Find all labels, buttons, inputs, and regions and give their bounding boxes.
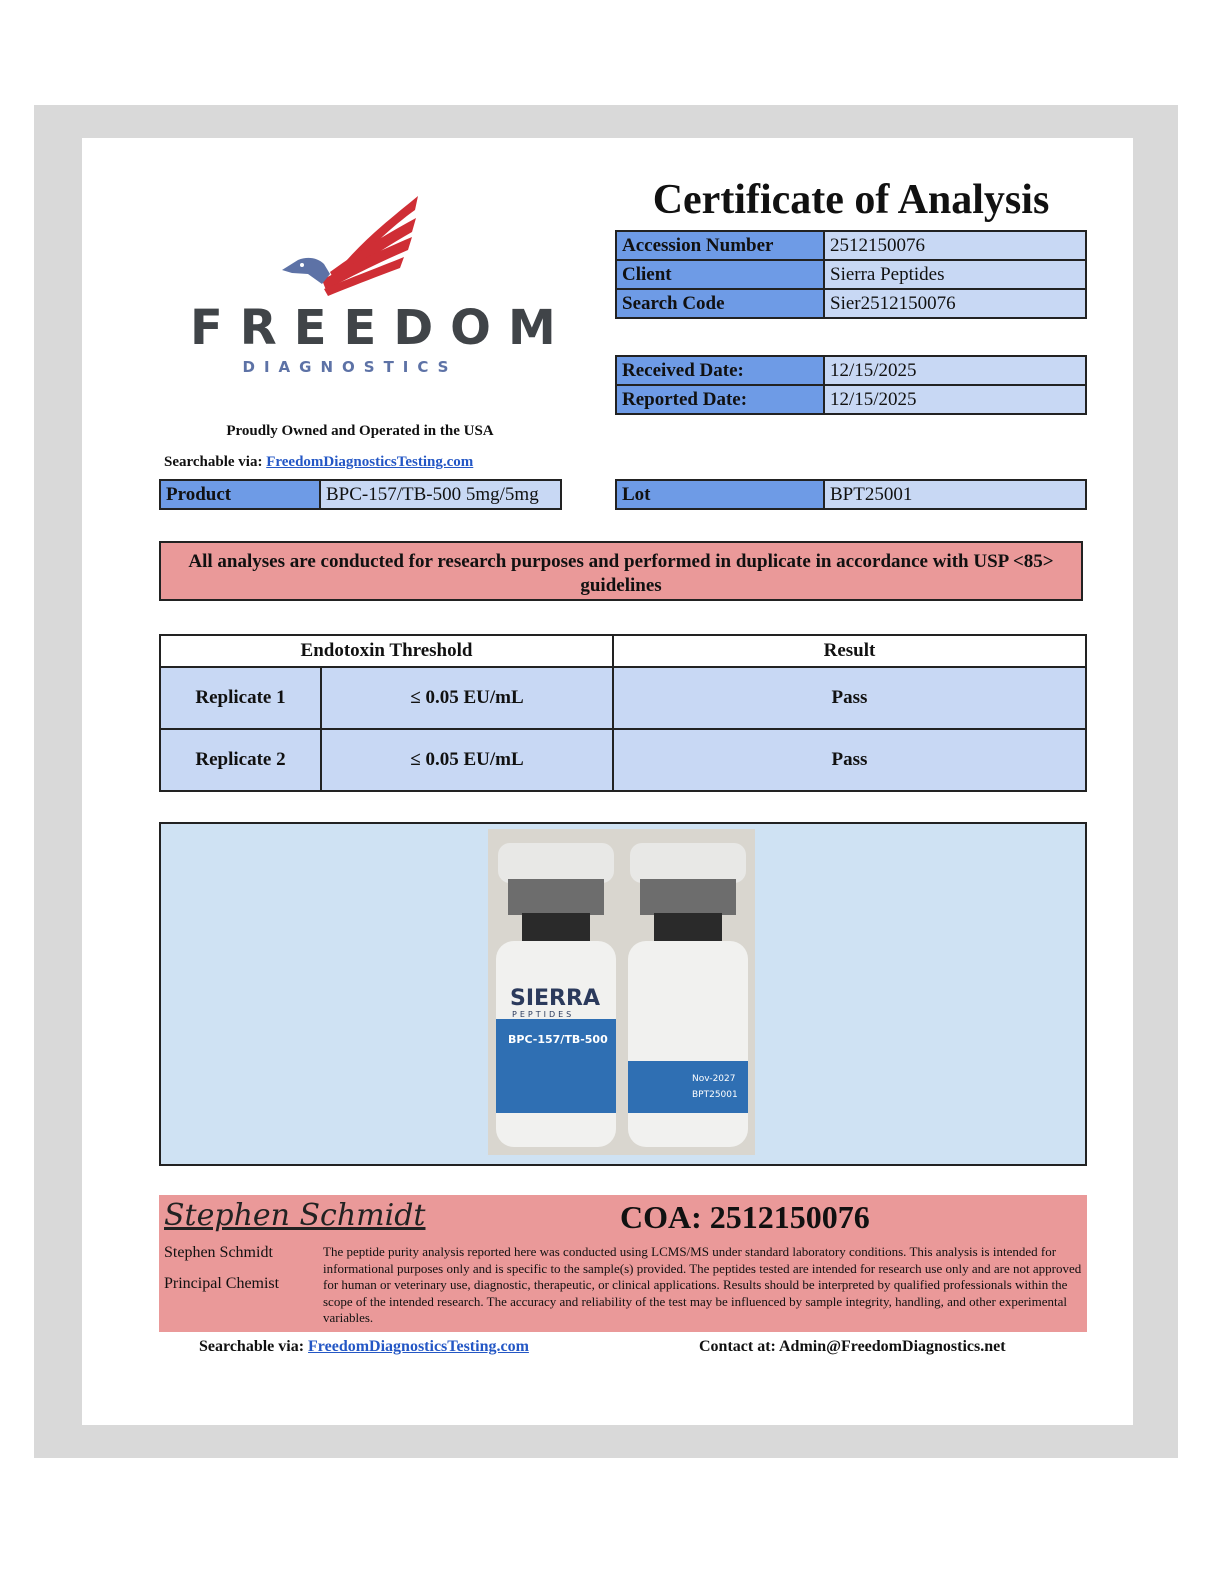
- table-header-row: [160, 635, 1086, 667]
- table-row: [616, 385, 1086, 414]
- table-row: [160, 667, 1086, 729]
- table-row: [616, 231, 1086, 260]
- contact-email: Contact at: Admin@FreedomDiagnostics.net: [699, 1338, 1006, 1355]
- chemist-role: Principal Chemist: [164, 1275, 280, 1292]
- footer-search-label: Searchable via:: [199, 1338, 305, 1355]
- search-note: [164, 454, 473, 471]
- threshold-value: ≤ 0.05 EU/mL: [321, 667, 613, 729]
- vial-brand: SIERRA: [510, 986, 600, 1011]
- lot-value: BPT25001: [824, 480, 1086, 509]
- table-row: [160, 729, 1086, 791]
- vial-brand-sub: PEPTIDES: [512, 1010, 575, 1019]
- page-title: Certificate of Analysis: [652, 177, 1050, 223]
- accession-table: [615, 230, 1087, 319]
- table-row: [616, 289, 1086, 318]
- table-row: [616, 480, 1086, 509]
- reported-date-value: 12/15/2025: [824, 385, 1086, 414]
- search-code-label: Search Code: [616, 289, 824, 318]
- product-value: BPC-157/TB-500 5mg/5mg: [320, 480, 561, 509]
- result-header: Result: [613, 635, 1086, 667]
- replicate-label: Replicate 2: [160, 729, 321, 791]
- usp-banner: All analyses are conducted for research purposes and performed in duplicate in accordance with USP <85> guidelines: [159, 541, 1083, 601]
- tagline: Proudly Owned and Operated in the USA: [226, 423, 494, 439]
- search-label: Searchable via:: [164, 454, 263, 470]
- vial-date: Nov-2027: [692, 1074, 736, 1084]
- results-table: [159, 634, 1087, 792]
- threshold-value: ≤ 0.05 EU/mL: [321, 729, 613, 791]
- result-value: Pass: [613, 729, 1086, 791]
- handwritten-signature: Stephen Schmidt: [164, 1198, 426, 1233]
- lot-table: [615, 479, 1087, 510]
- footer-search-note: [199, 1338, 529, 1356]
- received-date-value: 12/15/2025: [824, 356, 1086, 385]
- dates-table: [615, 355, 1087, 415]
- received-date-label: Received Date:: [616, 356, 824, 385]
- disclaimer-text: The peptide purity analysis reported here was conducted using LCMS/MS under standard laboratory conditions. This analysis is intended for informational purposes only and is specific to the sample(s) provided. The peptides tested are intended for research use only and are not approved for human or veterinary use, diagnostic, therapeutic, or clinical applications. Results should be interpreted by qualified professionals within the scope of the intended research. The accuracy and reliability of the test may be influenced by sample integrity, handling, and other experimental variables.: [323, 1244, 1082, 1325]
- search-code-value: Sier2512150076: [824, 289, 1086, 318]
- lot-label: Lot: [616, 480, 824, 509]
- result-value: Pass: [613, 667, 1086, 729]
- client-value: Sierra Peptides: [824, 260, 1086, 289]
- logo-subtitle: DIAGNOSTICS: [242, 358, 458, 376]
- product-vials-photo: [488, 829, 755, 1155]
- client-label: Client: [616, 260, 824, 289]
- product-table: [159, 479, 562, 510]
- vial-product: BPC-157/TB-500: [508, 1033, 608, 1046]
- replicate-label: Replicate 1: [160, 667, 321, 729]
- vial-lot: BPT25001: [692, 1090, 738, 1100]
- footer-website-link[interactable]: FreedomDiagnosticsTesting.com: [308, 1338, 529, 1355]
- chemist-name: Stephen Schmidt: [164, 1244, 273, 1261]
- table-row: [616, 260, 1086, 289]
- reported-date-label: Reported Date:: [616, 385, 824, 414]
- table-row: [160, 480, 561, 509]
- logo-wordmark: FREEDOM: [190, 300, 573, 356]
- table-row: [616, 356, 1086, 385]
- threshold-header: Endotoxin Threshold: [160, 635, 613, 667]
- website-link[interactable]: FreedomDiagnosticsTesting.com: [266, 454, 474, 470]
- accession-value: 2512150076: [824, 231, 1086, 260]
- accession-label: Accession Number: [616, 231, 824, 260]
- coa-number: COA: 2512150076: [620, 1199, 870, 1235]
- product-label: Product: [160, 480, 320, 509]
